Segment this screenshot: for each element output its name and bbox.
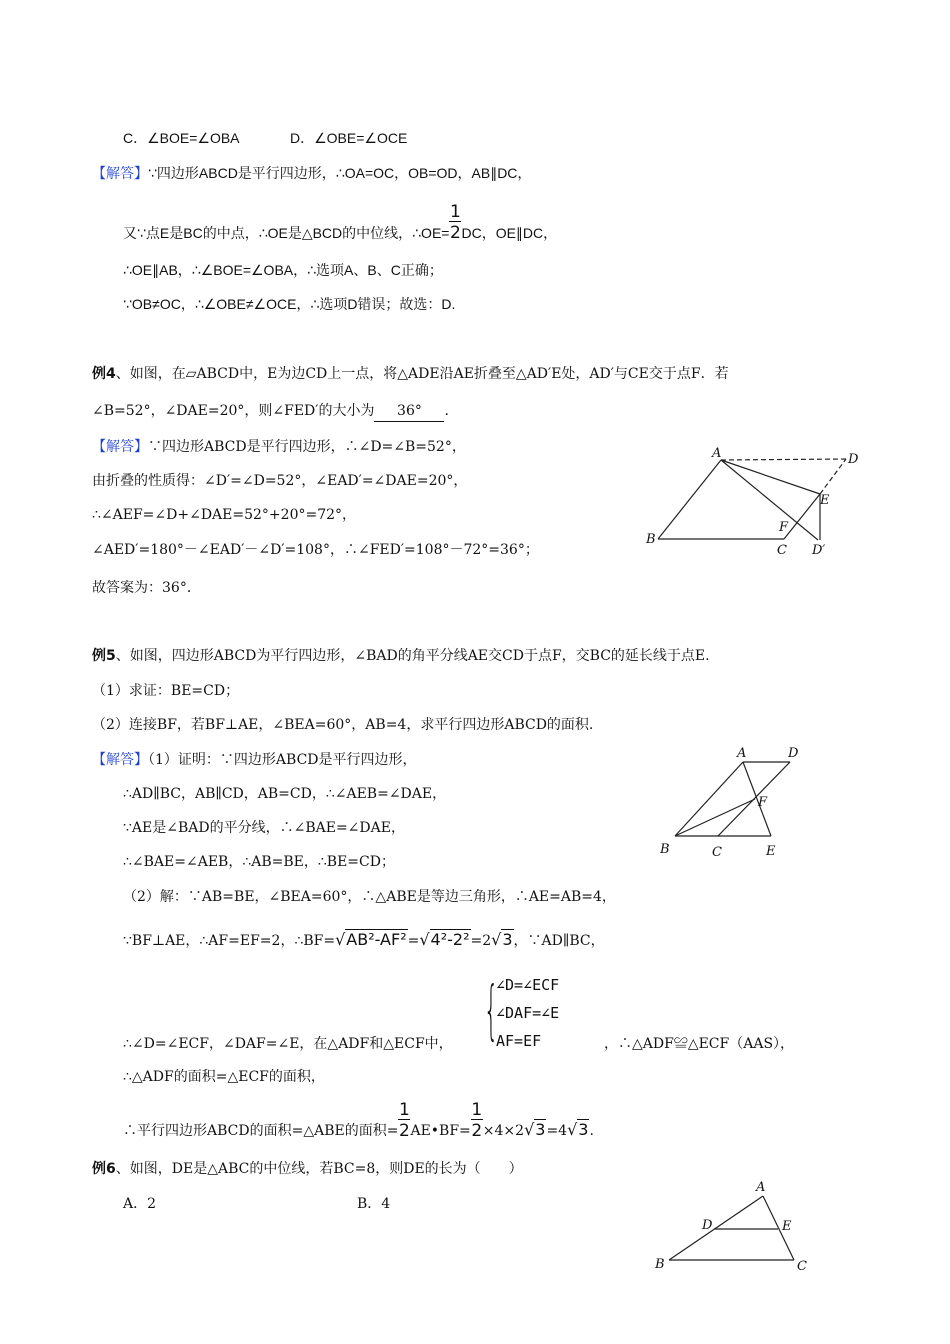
solution-tag: 【解答】 <box>92 166 148 182</box>
frac-den: 2 <box>399 1121 410 1141</box>
radicand: AB²-AF² <box>346 930 407 949</box>
sqrt-expression: √AB²-AF² <box>335 930 407 949</box>
question-text: 、如图，DE是△ABC的中位线，若BC=8，则DE的长为（ ） <box>115 1161 523 1177</box>
solution-text: =4 <box>546 1123 568 1139</box>
solution-tag: 【解答】 <box>92 752 148 768</box>
ex4-question-line-2 <box>92 401 449 422</box>
label-d: D <box>788 746 799 761</box>
label-b: B <box>660 842 670 857</box>
equation-system <box>484 974 604 1054</box>
label-c: C <box>777 543 787 558</box>
label-d: D <box>702 1218 713 1233</box>
label-b: B <box>646 532 656 547</box>
solution-text: . <box>589 1123 594 1139</box>
system-eq-2: ∠DAF=∠E <box>496 1004 560 1022</box>
frac-num: 1 <box>399 1100 410 1120</box>
ex3-solution-line-4: ∵OB≠OC，∴∠OBE≠∠OCE，∴选项D错误；故选：D. <box>123 296 456 312</box>
solution-text: 又∵点E是BC的中点，∴OE是△BCD的中位线，∴OE= <box>123 225 450 241</box>
option-d: D．∠OBE=∠OCE <box>290 130 408 146</box>
label-e: E <box>766 844 776 859</box>
left-brace: { <box>484 974 499 1048</box>
ex5-part2: （2）连接BF，若BF⊥AE，∠BEA=60°，AB=4，求平行四边形ABCD的面积. <box>92 717 594 733</box>
solution-text: DC，OE∥DC， <box>461 225 558 241</box>
label-a: A <box>737 746 747 761</box>
fraction-half <box>398 1100 410 1141</box>
answer-blank: 36° <box>374 401 444 422</box>
ex5-part2-line-2 <box>123 930 605 951</box>
ex5-proof-line-2: ∴AD∥BC，AB∥CD，AB=CD，∴∠AEB=∠DAE， <box>123 786 447 802</box>
label-f: F <box>779 520 789 535</box>
fraction-half <box>471 1100 483 1141</box>
question-text: 、如图，四边形ABCD为平行四边形，∠BAD的角平分线AE交CD于点F，交BC的延长线于点E. <box>115 648 710 664</box>
ex3-solution-line-2 <box>123 202 558 243</box>
frac-den: 2 <box>450 223 461 243</box>
option-b: B．4 <box>357 1196 391 1212</box>
question-text: 、如图，在▱ABCD中，E为边CD上一点，将△ADE沿AE折叠至△AD′E处，AD′与CE交于点F．若 <box>115 366 729 382</box>
label-e: E <box>782 1219 792 1234</box>
ex4-solution-line-3: ∴∠AEF=∠D+∠DAE=52°+20°=72°， <box>92 507 357 523</box>
example-label: 例4 <box>92 366 116 382</box>
solution-tag: 【解答】 <box>92 439 148 455</box>
ex5-part2-line-3b: ，∴△ADF≌△ECF（AAS）， <box>604 1036 795 1052</box>
solution-text: ×4×2 <box>482 1123 525 1139</box>
solution-text: ∵四边形ABCD是平行四边形，∴∠D=∠B=52°， <box>148 439 466 455</box>
system-eq-3: AF=EF <box>496 1032 542 1050</box>
option-c: C．∠BOE=∠OBA <box>123 130 240 146</box>
solution-text: AE•BF= <box>410 1123 471 1139</box>
frac-num: 1 <box>450 202 461 222</box>
frac-den: 2 <box>471 1121 483 1141</box>
sqrt-expression: √3 <box>491 930 513 949</box>
label-a: A <box>756 1180 766 1195</box>
example-label: 例5 <box>92 648 116 664</box>
system-eq-1: ∠D=∠ECF <box>496 976 560 994</box>
sqrt-expression: √3 <box>524 1120 546 1139</box>
radicand: 4²-2² <box>430 930 470 949</box>
solution-text: ，∵AD∥BC， <box>513 933 605 949</box>
solution-text: ∵四边形ABCD是平行四边形，∴OA=OC，OB=OD，AB∥DC， <box>148 165 532 181</box>
label-a: A <box>712 446 722 461</box>
label-b: B <box>655 1257 665 1272</box>
example-label: 例6 <box>92 1161 116 1177</box>
ex6-question <box>92 1159 523 1179</box>
label-f: F <box>758 795 768 810</box>
ex6-figure-triangle-midline <box>640 1170 820 1280</box>
ex3-solution-line-1 <box>92 163 531 184</box>
fraction-half <box>449 202 461 243</box>
solution-text: =2 <box>470 933 492 949</box>
ex4-solution-line-1 <box>92 437 466 457</box>
ex4-solution-line-4: ∠AED′=180°－∠EAD′－∠D′=108°，∴∠FED′=108°－72°=36°； <box>92 542 539 558</box>
ex3-solution-line-3: ∴OE∥AB，∴∠BOE=∠OBA，∴选项A、B、C正确； <box>123 262 443 278</box>
ex5-proof-line-4: ∴∠BAE=∠AEB，∴AB=BE，∴BE=CD； <box>123 854 395 870</box>
solution-text: ∴平行四边形ABCD的面积=△ABE的面积= <box>123 1123 399 1139</box>
sqrt-expression: √3 <box>567 1120 589 1139</box>
ex5-part1: （1）求证：BE=CD； <box>92 683 240 699</box>
question-end: . <box>444 403 449 419</box>
sqrt-expression: √4²-2² <box>419 930 470 949</box>
ex5-part2-line-3a: ∴∠D=∠ECF，∠DAF=∠E，在△ADF和△ECF中， <box>123 1036 453 1052</box>
label-c: C <box>712 845 722 860</box>
ex5-question <box>92 646 710 666</box>
ex4-solution-line-5: 故答案为：36°． <box>92 580 201 596</box>
ex4-figure-parallelogram-fold <box>640 440 870 570</box>
label-d: D <box>848 452 859 467</box>
ex5-part2-line-1: （2）解：∵AB=BE，∠BEA=60°，∴△ABE是等边三角形，∴AE=AB=4， <box>123 889 616 905</box>
ex5-part2-line-5 <box>123 1100 594 1141</box>
equals: = <box>407 933 420 949</box>
question-text: ∠B=52°，∠DAE=20°，则∠FED′的大小为 <box>92 403 375 419</box>
solution-text: （1）证明：∵四边形ABCD是平行四边形， <box>148 752 417 768</box>
label-c: C <box>797 1259 807 1274</box>
ex4-question-line-1 <box>92 364 729 384</box>
radicand: 3 <box>578 1120 589 1139</box>
radicand: 3 <box>502 930 513 949</box>
solution-text: ∵BF⊥AE，∴AF=EF=2，∴BF= <box>123 933 336 949</box>
ex5-proof-line-3: ∵AE是∠BAD的平分线，∴∠BAE=∠DAE， <box>123 820 405 836</box>
option-a: A．2 <box>123 1196 157 1212</box>
ex5-part2-line-4: ∴△ADF的面积=△ECF的面积， <box>123 1069 325 1085</box>
ex4-solution-line-2: 由折叠的性质得：∠D′=∠D=52°，∠EAD′=∠DAE=20°， <box>92 473 468 489</box>
label-e: E <box>820 493 830 508</box>
label-d-prime: D′ <box>812 543 826 558</box>
ex5-proof-line-1 <box>92 750 417 770</box>
ex5-figure-parallelogram <box>650 735 820 865</box>
radicand: 3 <box>535 1120 546 1139</box>
frac-num: 1 <box>471 1100 483 1120</box>
